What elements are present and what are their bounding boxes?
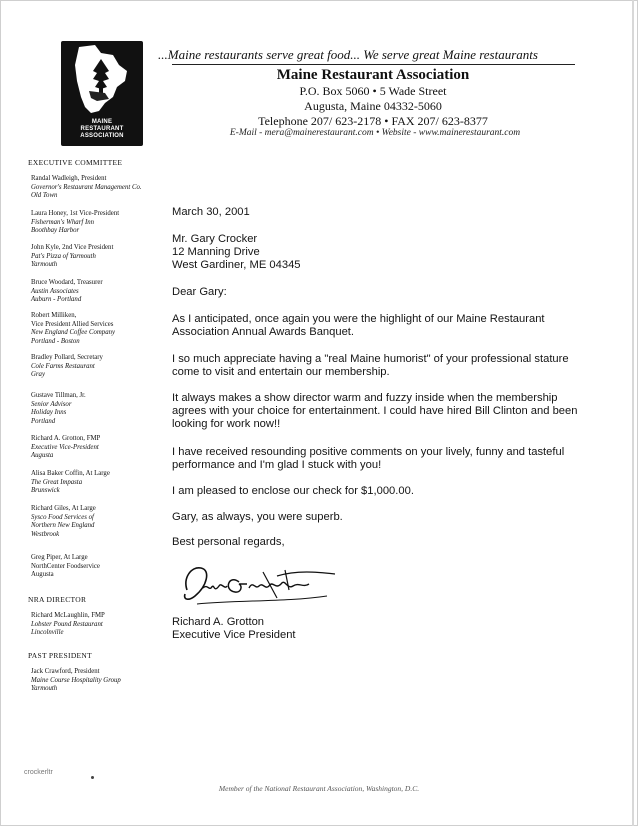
member-name: Laura Honey, 1st Vice-President	[31, 210, 120, 217]
member-name: Bradley Pollard, Secretary	[31, 354, 103, 361]
member-place: Augusta	[31, 452, 54, 460]
member-name: Robert Milliken,	[31, 312, 77, 319]
member-name: Jack Crawford, President	[31, 668, 100, 675]
member-company: Austin Associates	[31, 287, 79, 295]
member-company: The Great Impasta	[31, 478, 83, 486]
member-name: Greg Piper, At Large	[31, 554, 88, 561]
member-name: Richard McLaughlin, FMP	[31, 612, 105, 619]
member-role: Senior Advisor	[31, 400, 72, 408]
member-place: Augusta	[31, 571, 54, 579]
member-company: New England Coffee Company	[31, 329, 116, 337]
member-role: Executive Vice-President	[31, 443, 99, 451]
recipient-name: Mr. Gary Crocker	[172, 233, 258, 245]
member-place: Yarmouth	[31, 261, 58, 269]
committee-member	[31, 175, 142, 201]
paragraph-line: agrees with your choice for entertainment. I could have hired Bill Clinton and been	[172, 405, 578, 417]
member-company: Fisherman's Wharf Inn	[31, 218, 95, 226]
paragraph-line: Gary, as always, you were superb.	[172, 511, 343, 523]
paragraph-line: performance and I'm glad I stuck with you!	[172, 459, 382, 471]
paragraph-line: looking for work now!!	[172, 418, 281, 430]
org-address-line1: P.O. Box 5060 • 5 Wade Street	[299, 84, 447, 98]
org-name: Maine Restaurant Association	[276, 67, 470, 83]
member-company: Maine Course Hospitality Group	[31, 676, 121, 684]
committee-member	[31, 505, 96, 539]
member-name: Gustave Tillman, Jr.	[31, 392, 86, 399]
paragraph-line: come to visit and entertain our membership.	[172, 366, 390, 378]
member-place: Portland - Boston	[31, 337, 80, 345]
committee-member	[31, 244, 113, 270]
logo-text-line3: ASSOCIATION	[80, 133, 124, 139]
org-contact-line: E-Mail - mera@mainerestaurant.com • Website - www.mainerestaurant.com	[229, 128, 521, 138]
letter-date: March 30, 2001	[172, 206, 250, 218]
member-company: Holiday Inns	[31, 409, 67, 417]
paragraph-line: I am pleased to enclose our check for $1,000.00.	[172, 485, 414, 497]
member-company: Pat's Pizza of Yarmouth	[31, 252, 96, 260]
scan-speck	[91, 776, 94, 779]
member-place: Old Town	[31, 192, 58, 200]
tagline: ...Maine restaurants serve great food... We serve great Maine restaurants	[158, 47, 538, 62]
member-name: Richard Giles, At Large	[31, 505, 96, 512]
exec-committee-heading: EXECUTIVE COMMITTEE	[28, 158, 123, 167]
signer-title: Executive Vice President	[172, 629, 296, 641]
nra-director-entry	[31, 612, 105, 638]
committee-member	[31, 279, 103, 305]
member-company: Lobster Pound Restaurant	[31, 620, 103, 628]
member-company: NorthCenter Foodservice	[31, 562, 100, 570]
org-phone-line: Telephone 207/ 623-2178 • FAX 207/ 623-8377	[258, 114, 488, 128]
member-place: Lincolnville	[31, 629, 64, 637]
committee-member	[31, 210, 119, 236]
logo-text-line1: MAINE	[91, 119, 113, 125]
committee-member	[31, 392, 86, 426]
member-company: Sysco Food Services of	[31, 513, 94, 521]
scan-edge	[632, 0, 634, 826]
paragraph-line: I so much appreciate having a "real Maine humorist" of your professional stature	[172, 353, 569, 365]
member-name: Richard A. Grotton, FMP	[31, 435, 101, 442]
member-place: Yarmouth	[31, 685, 58, 693]
member-place: Westbrook	[31, 530, 60, 538]
member-place: Brunswick	[31, 487, 60, 495]
member-place: Portland	[31, 417, 56, 425]
committee-member	[31, 312, 115, 346]
member-name: Bruce Woodard, Treasurer	[31, 279, 103, 286]
paragraph-line: I have received resounding positive comments on your lively, funny and tasteful	[172, 446, 565, 458]
past-president-entry	[31, 668, 121, 694]
handwritten-signature	[177, 560, 347, 610]
member-place: Gray	[31, 371, 45, 379]
member-company: Cole Farms Restaurant	[31, 362, 95, 370]
paragraph-line: It always makes a show director warm and fuzzy inside when the membership	[172, 392, 558, 404]
signer-name: Richard A. Grotton	[172, 616, 265, 628]
committee-member	[31, 354, 103, 380]
member-role: Vice President Allied Services	[31, 320, 114, 328]
recipient-street: 12 Manning Drive	[172, 246, 260, 258]
member-name: John Kyle, 2nd Vice President	[31, 244, 114, 251]
salutation: Dear Gary:	[172, 286, 227, 298]
committee-member	[31, 435, 100, 461]
file-reference: crockerltr	[24, 769, 53, 776]
logo-text-line2: RESTAURANT	[80, 126, 124, 132]
org-address-line2: Augusta, Maine 04332-5060	[304, 99, 442, 113]
association-logo	[61, 41, 143, 146]
member-place: Boothbay Harbor	[31, 227, 80, 235]
committee-member	[31, 554, 100, 580]
member-place: Auburn - Portland	[31, 296, 82, 304]
past-president-heading: PAST PRESIDENT	[28, 651, 93, 660]
member-company: Governor's Restaurant Management Co.	[31, 183, 142, 191]
member-name: Randal Wadleigh, President	[31, 175, 107, 182]
closing: Best personal regards,	[172, 536, 285, 548]
recipient-city: West Gardiner, ME 04345	[172, 259, 301, 271]
member-company-cont: Northern New England	[31, 522, 95, 530]
nra-director-heading: NRA DIRECTOR	[28, 595, 87, 604]
member-name: Alisa Baker Coffin, At Large	[31, 470, 110, 477]
footer-membership-note: Member of the National Restaurant Association, Washington, D.C.	[218, 784, 420, 793]
paragraph-line: As I anticipated, once again you were the highlight of our Maine Restaurant	[172, 313, 545, 325]
header-rule	[172, 64, 575, 65]
paragraph-line: Association Annual Awards Banquet.	[172, 326, 355, 338]
committee-member	[31, 470, 110, 496]
